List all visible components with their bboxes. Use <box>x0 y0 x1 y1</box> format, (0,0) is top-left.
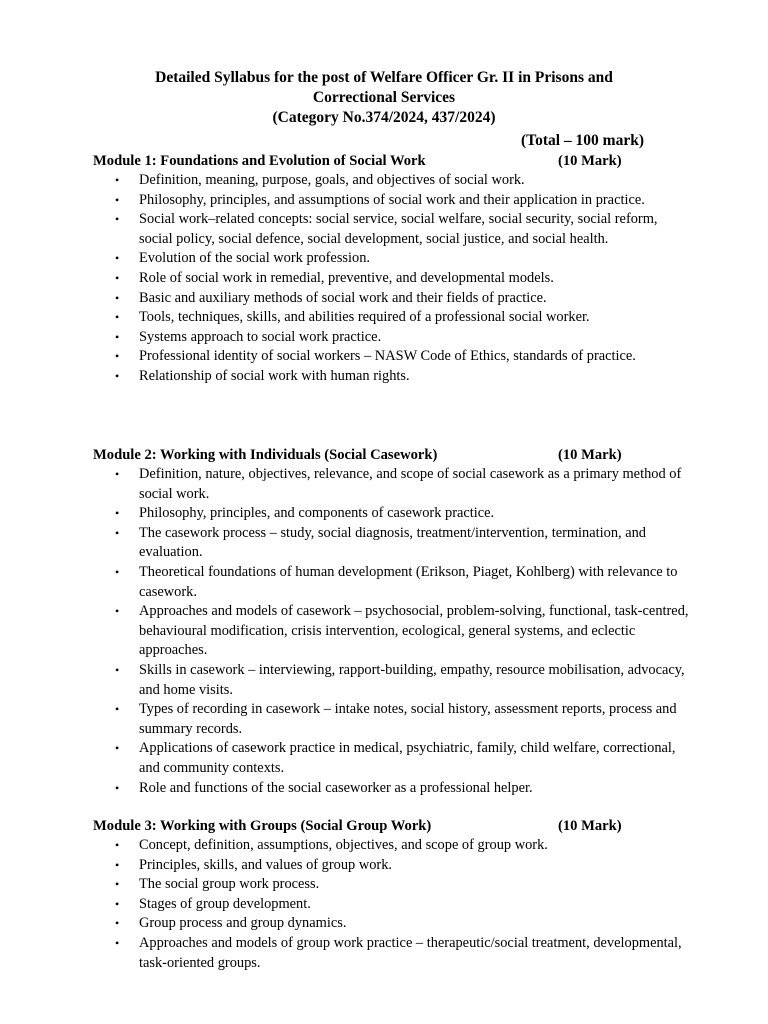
list-item <box>93 563 693 602</box>
bullet-icon: • <box>115 916 120 931</box>
list-item-text: Theoretical foundations of human development (Erikson, Piaget, Kohlberg) with relevance to casework. <box>139 563 678 600</box>
bullet-icon: • <box>115 251 120 266</box>
list-item <box>93 875 693 895</box>
list-item-text: Role of social work in remedial, preventive, and developmental models. <box>139 269 554 286</box>
list-item <box>93 191 693 211</box>
bullet-icon: • <box>115 604 120 619</box>
list-item <box>93 171 693 191</box>
bullet-icon: • <box>115 780 120 795</box>
module-2 <box>93 445 693 798</box>
list-item-text: Applications of casework practice in medical, psychiatric, family, child welfare, correctional, and community contexts. <box>139 740 676 776</box>
list-item-text: Approaches and models of casework – psychosocial, problem-solving, functional, task-centred, behavioural modification, crisis intervention, ecological, general systems, and eclectic approaches. <box>139 603 689 659</box>
list-item <box>93 934 693 973</box>
module-marks: (10 Mark) <box>558 447 622 463</box>
bullet-icon: • <box>115 702 120 717</box>
list-item-text: Role and functions of the social caseworker as a professional helper. <box>139 779 533 796</box>
list-item-text: Types of recording in casework – intake notes, social history, assessment reports, process and summary records. <box>139 701 677 737</box>
list-item <box>93 524 693 563</box>
list-item-text: Professional identity of social workers – NASW Code of Ethics, standards of practice. <box>139 348 636 365</box>
list-item-text: The social group work process. <box>139 876 320 893</box>
module-marks: (10 Mark) <box>558 153 622 169</box>
list-item <box>93 308 693 328</box>
bullet-icon: • <box>115 935 120 950</box>
bullet-icon: • <box>115 368 120 383</box>
list-item-text: Social work–related concepts: social service, social welfare, social security, social reform, social policy, social defence, social development, social justice, and social health. <box>139 211 658 247</box>
document-title <box>93 68 675 128</box>
module-3 <box>93 816 693 973</box>
list-item-text: The casework process – study, social diagnosis, treatment/intervention, termination, and evaluation. <box>139 524 647 561</box>
list-item <box>93 661 693 700</box>
bullet-icon: • <box>115 662 120 677</box>
module-heading <box>93 816 693 836</box>
list-item <box>93 739 693 778</box>
list-item <box>93 836 693 856</box>
bullet-icon: • <box>115 349 120 364</box>
list-item-text: Philosophy, principles, and assumptions of social work and their application in practice. <box>139 191 645 208</box>
bullet-icon: • <box>115 506 120 521</box>
list-item-text: Skills in casework – interviewing, rapport-building, empathy, resource mobilisation, advocacy, and home visits. <box>139 661 685 698</box>
list-item-text: Tools, techniques, skills, and abilities required of a professional social worker. <box>139 309 590 326</box>
module-heading <box>93 151 693 171</box>
bullet-icon: • <box>115 310 120 325</box>
list-item-text: Evolution of the social work profession. <box>139 250 371 267</box>
bullet-icon: • <box>115 838 120 852</box>
bullet-icon: • <box>115 525 120 540</box>
bullet-icon: • <box>115 741 120 756</box>
list-item <box>93 779 693 799</box>
module-heading <box>93 445 693 465</box>
list-item-text: Stages of group development. <box>139 895 311 912</box>
module-title: Module 1: Foundations and Evolution of Social Work <box>93 153 426 169</box>
list-item-text: Basic and auxiliary methods of social work and their fields of practice. <box>139 289 547 306</box>
list-item <box>93 465 693 504</box>
bullet-icon: • <box>115 192 120 207</box>
list-item-text: Relationship of social work with human rights. <box>139 367 410 384</box>
list-item <box>93 269 693 289</box>
module-item-list <box>93 465 693 798</box>
module-title: Module 2: Working with Individuals (Social Casework) <box>93 447 438 463</box>
module-title: Module 3: Working with Groups (Social Group Work) <box>93 818 432 834</box>
module-item-list <box>93 836 693 973</box>
module-marks: (10 Mark) <box>558 818 622 834</box>
list-item <box>93 367 693 387</box>
list-item <box>93 700 693 739</box>
list-item <box>93 914 693 934</box>
list-item <box>93 347 693 367</box>
list-item-text: Systems approach to social work practice. <box>139 328 382 345</box>
list-item <box>93 504 693 524</box>
module-item-list <box>93 171 693 387</box>
title-line: Detailed Syllabus for the post of Welfare Officer Gr. II in Prisons and <box>155 69 613 86</box>
list-item <box>93 895 693 915</box>
module-1 <box>93 151 693 387</box>
list-item <box>93 289 693 309</box>
title-line: (Category No.374/2024, 437/2024) <box>272 109 496 126</box>
bullet-icon: • <box>115 173 120 187</box>
bullet-icon: • <box>115 877 120 892</box>
bullet-icon: • <box>115 896 120 911</box>
list-item-text: Principles, skills, and values of group work. <box>139 856 393 873</box>
list-item-text: Definition, meaning, purpose, goals, and objectives of social work. <box>139 172 525 188</box>
list-item <box>93 210 693 249</box>
bullet-icon: • <box>115 329 120 344</box>
list-item <box>93 602 693 661</box>
list-item <box>93 249 693 269</box>
title-line: Correctional Services <box>312 89 456 106</box>
list-item-text: Group process and group dynamics. <box>139 915 347 932</box>
bullet-icon: • <box>115 290 120 305</box>
total-marks: (Total – 100 mark) <box>521 132 644 149</box>
bullet-icon: • <box>115 467 120 481</box>
bullet-icon: • <box>115 212 120 227</box>
list-item-text: Philosophy, principles, and components of casework practice. <box>139 505 495 522</box>
bullet-icon: • <box>115 270 120 285</box>
list-item-text: Definition, nature, objectives, relevance, and scope of social casework as a primary method of social work. <box>139 466 682 502</box>
list-item-text: Concept, definition, assumptions, objectives, and scope of group work. <box>139 837 548 853</box>
bullet-icon: • <box>115 564 120 579</box>
bullet-icon: • <box>115 857 120 872</box>
list-item-text: Approaches and models of group work practice – therapeutic/social treatment, developmental, task-oriented groups. <box>139 934 682 971</box>
list-item <box>93 856 693 876</box>
list-item <box>93 328 693 348</box>
